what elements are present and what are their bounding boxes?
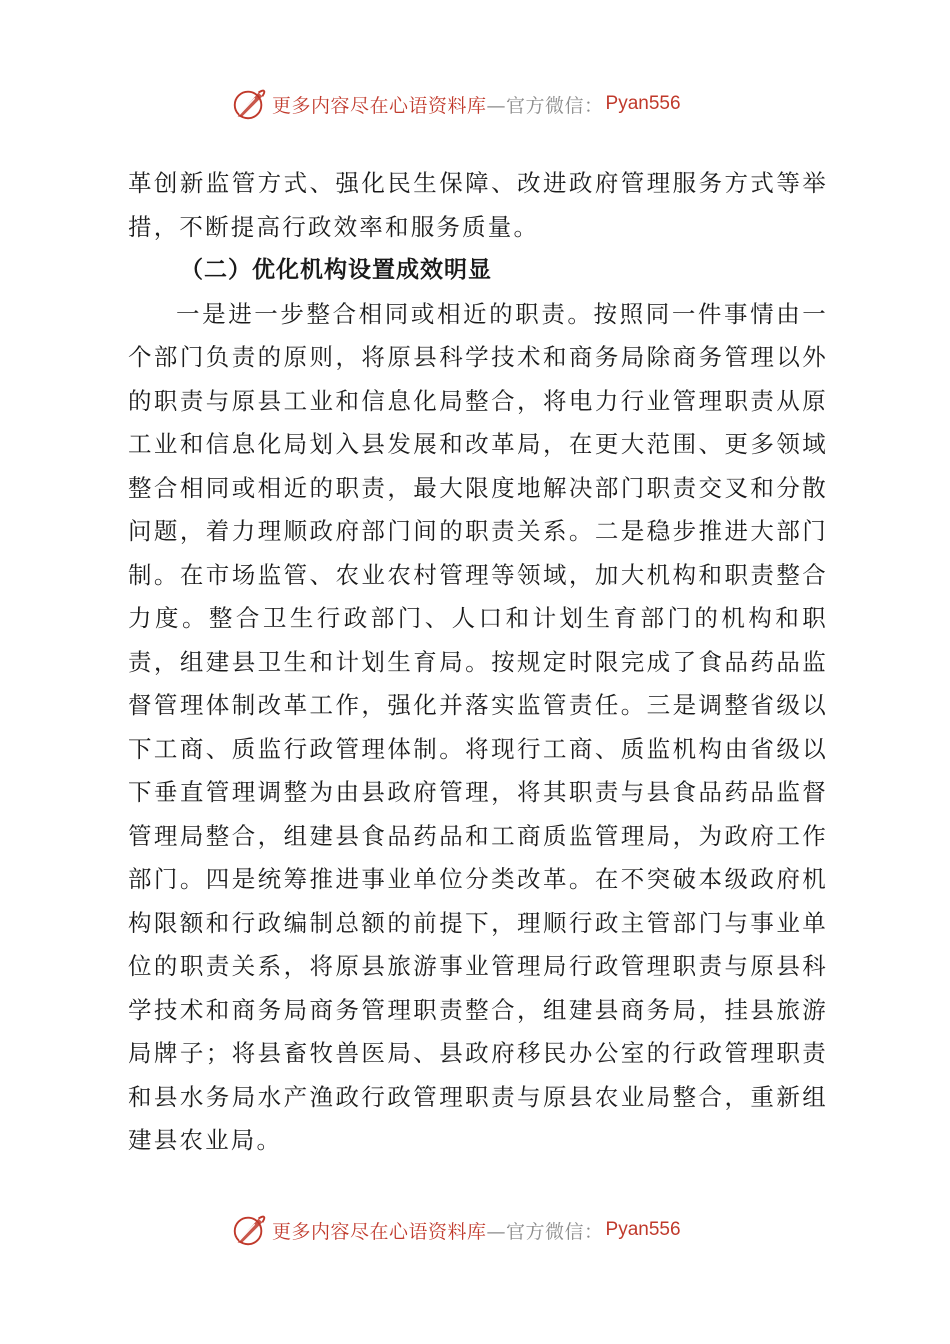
watermark-suffix: —官方微信： — [486, 94, 604, 117]
quill-pen-logo-icon — [230, 85, 268, 123]
watermark-text: 更多内容尽在心语资料库 — [272, 1220, 487, 1243]
watermark-text: 更多内容尽在心语资料库 — [272, 94, 487, 117]
watermark-wechat-id: Pyan556 — [605, 1219, 681, 1240]
continuation-paragraph: 革创新监管方式、强化民生保障、改进政府管理服务方式等举措，不断提高行政效率和服务质量。 — [128, 169, 828, 241]
header-watermark — [230, 84, 681, 124]
footer-watermark — [230, 1210, 681, 1250]
section-heading: （二）优化机构设置成效明显 — [180, 257, 492, 283]
quill-pen-logo-icon — [230, 1211, 268, 1249]
document-body — [128, 162, 828, 1163]
watermark-wechat-id: Pyan556 — [605, 93, 681, 114]
body-paragraph: 一是进一步整合相同或相近的职责。按照同一件事情由一个部门负责的原则，将原县科学技术和商务局除商务管理以外的职责与原县工业和信息化局整合，将电力行业管理职责从原工业和信息化局划入县发展和改革局，在更大范围、更多领域整合相同或相近的职责，最大限度地解决部门职责交叉和分散问题，着力理顺政府部门间的职责关系。二是稳步推进大部门制。在市场监管、农业农村管理等领域，加大机构和职责整合力度。整合卫生行政部门、人口和计划生育部门的机构和职责，组建县卫生和计划生育局。按规定时限完成了食品药品监督管理体制改革工作，强化并落实监管责任。三是调整省级以下工商、质监行政管理体制。将现行工商、质监机构由省级以下垂直管理调整为由县政府管理，将其职责与县食品药品监督管理局整合，组建县食品药品和工商质监管理局，为政府工作部门。四是统筹推进事业单位分类改革。在不突破本级政府机构限额和行政编制总额的前提下，理顺行政主管部门与事业单位的职责关系，将原县旅游事业管理局行政管理职责与原县科学技术和商务局商务管理职责整合，组建县商务局，挂县旅游局牌子；将县畜牧兽医局、县政府移民办公室的行政管理职责和县水务局水产渔政行政管理职责与原县农业局整合，重新组建县农业局。 — [128, 299, 828, 1154]
watermark-suffix: —官方微信： — [486, 1220, 604, 1243]
